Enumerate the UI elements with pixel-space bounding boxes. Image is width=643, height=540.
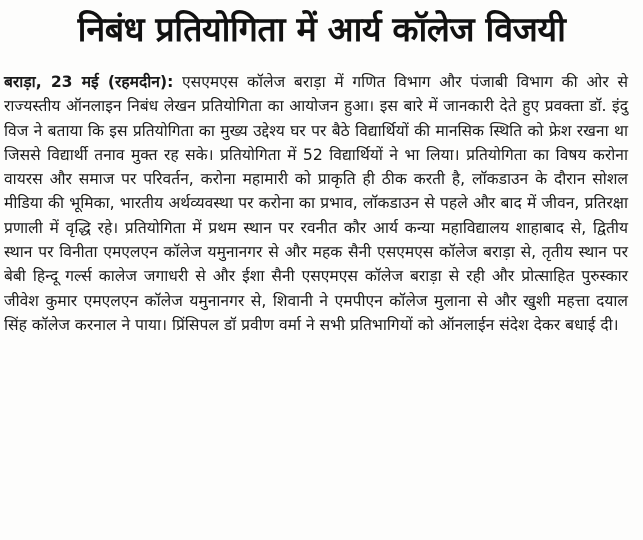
article-body xyxy=(4,70,628,337)
article-body-text: एसएमएस कॉलेज बराड़ा में गणित विभाग और पंजाबी विभाग की ओर से राज्यस्तीय ऑनलाइन निबंध लेखन प्रतियोगिता का आयोजन हुआ। इस बारे में जानकारी देते हुए प्रवक्ता डॉ. इंदु विज ने बताया कि इस प्रतियोगिता का मुख्य उद्देश्य घर पर बैठे विद्यार्थियों की मानसिक स्थिति को फ्रेश रखना था जिससे विद्यार्थी तनाव मुक्त रह सके। प्रतियोगिता में 52 विद्यार्थियों ने भा लिया। प्रतियोगिता का विषय करोना वायरस और समाज पर परिवर्तन, करोना महामारी को प्राकृति ही ठीक करती है, लॉकडाउन के दौरान सोशल मीडिया की भूमिका, भारतीय अर्थव्यवस्था पर करोना का प्रभाव, लॉकडाउन से पहले और बाद में जीवन, प्रतिरक्षा प्रणाली में वृद्धि रहे। प्रतियोगिता में प्रथम स्थान पर रवनीत कौर आर्य कन्या महाविद्यालय शाहाबाद से, द्वितीय स्थान पर विनीता एमएलएन कॉलेज यमुनानगर से और महक सैनी एसएमएस कॉलेज बराड़ा से, तृतीय स्थान पर बेबी हिन्दू गर्ल्स कालेज जगाधरी से और ईशा सैनी एसएमएस कॉलेज बराड़ा से रही और प्रोत्साहित पुरुस्कार जीवेश कुमार एमएलएन कॉलेज यमुनानगर से, शिवानी ने एमपीएन कॉलेज मुलाना से और खुशी महत्ता दयाल सिंह कॉलेज करनाल ने पाया। प्रिंसिपल डॉ प्रवीण वर्मा ने सभी प्रतिभागियों को ऑनलाईन संदेश देकर बधाई दी। xyxy=(4,73,629,334)
headline: निबंध प्रतियोगिता में आर्य कॉलेज विजयी xyxy=(77,10,566,50)
dateline: बराड़ा, 23 मई (रहमदीन): xyxy=(4,73,174,91)
